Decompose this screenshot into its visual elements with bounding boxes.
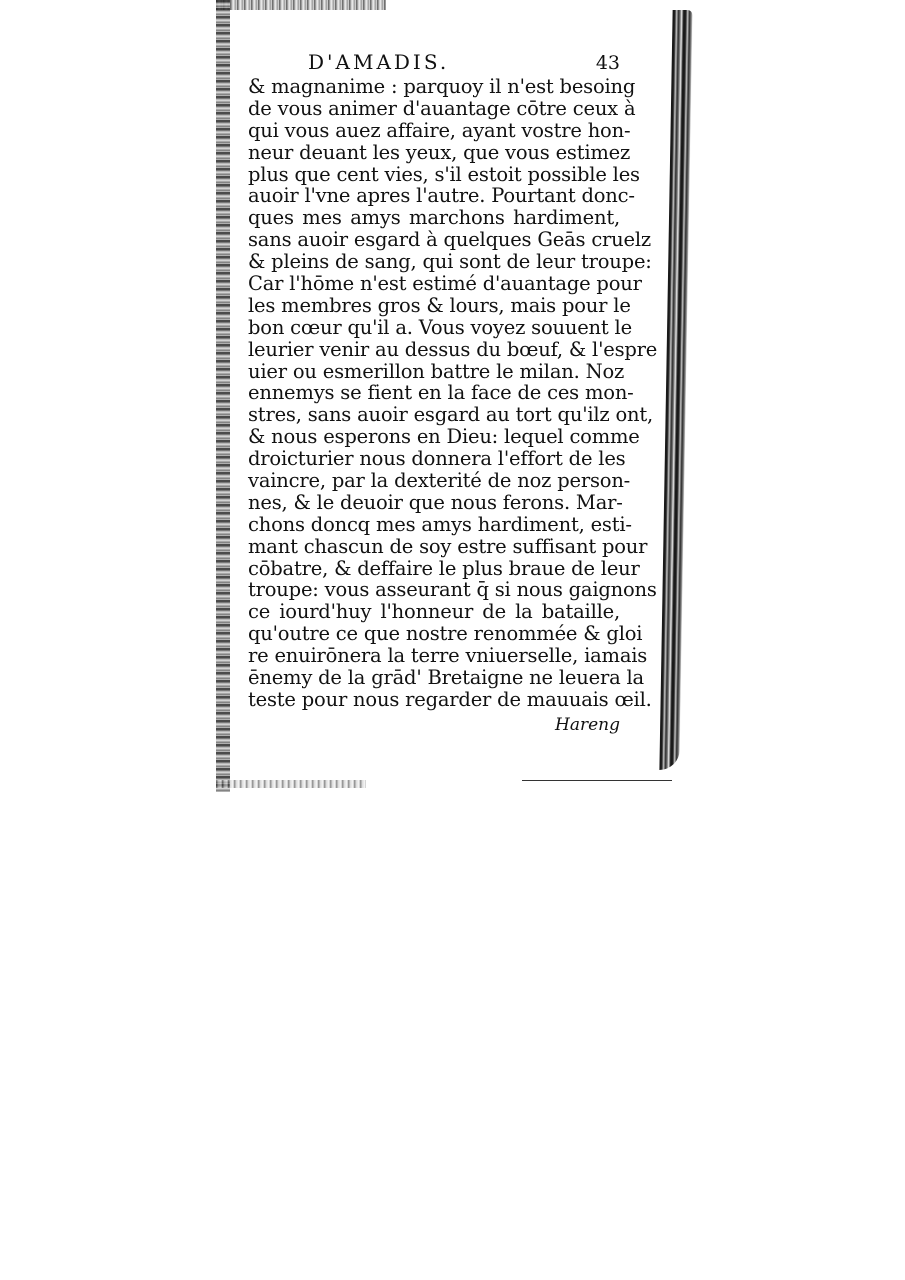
- text-line: qu'outre ce que nostre renommée & gloi: [248, 622, 643, 646]
- text-line: les membres gros & lours, mais pour le: [248, 293, 631, 317]
- text-line: vaincre, par la dexterité de noz person-: [248, 469, 631, 493]
- text-line: plus que cent vies, s'il estoit possible les: [248, 162, 640, 186]
- text-line: de vous animer d'auantage cōtre ceux à: [248, 96, 636, 120]
- page-bottom-rule: [522, 780, 672, 781]
- text-line: ques mes amys marchons hardiment,: [248, 206, 620, 230]
- text-line: & nous esperons en Dieu: lequel comme: [248, 425, 640, 449]
- text-line: cōbatre, & deffaire le plus braue de leur: [248, 556, 640, 580]
- text-line: ēnemy de la grād' Bretaigne ne leuera la: [248, 666, 644, 690]
- text-line: stres, sans auoir esgard au tort qu'ilz ont,: [248, 403, 654, 427]
- text-line: & magnanime : parquoy il n'est besoing: [248, 75, 636, 98]
- scanned-page: [216, 0, 688, 792]
- text-line: bon cœur qu'il a. Vous voyez souuent le: [248, 315, 632, 339]
- text-line: sans auoir esgard à quelques Geās cruelz: [248, 228, 651, 252]
- text-line: teste pour nous regarder de mauuais œil.: [248, 687, 652, 711]
- text-block: [248, 46, 658, 735]
- text-line: neur deuant les yeux, que vous estimez: [248, 140, 631, 164]
- text-line: ce iourd'huy l'honneur de la bataille,: [248, 600, 620, 624]
- text-line: auoir l'vne apres l'autre. Pourtant donc-: [248, 184, 635, 208]
- text-line: ennemys se fient en la face de ces mon-: [248, 381, 634, 405]
- text-line: qui vous auez affaire, ayant vostre hon-: [248, 118, 631, 142]
- page-edge-bottom: [216, 780, 366, 788]
- text-line: droicturier nous donnera l'effort de les: [248, 447, 626, 471]
- page-edge-right: [659, 10, 692, 770]
- text-line: re enuirōnera la terre vniuerselle, iamais: [248, 644, 648, 668]
- catchword: Hareng: [555, 714, 620, 735]
- text-line: nes, & le deuoir que nous ferons. Mar-: [248, 490, 623, 514]
- running-head: D'AMADIS.: [308, 50, 450, 74]
- text-line: mant chascun de soy estre suffisant pour: [248, 534, 648, 558]
- page-edge-top: [216, 0, 386, 10]
- text-line: leurier venir au dessus du bœuf, & l'espre: [248, 337, 658, 361]
- page-edge-left: [216, 0, 230, 792]
- text-line: chons doncq mes amys hardiment, esti-: [248, 512, 632, 536]
- text-line: uier ou esmerillon battre le milan. Noz: [248, 359, 625, 383]
- page-number: 43: [595, 52, 620, 74]
- page-header: [248, 46, 620, 76]
- text-line: Car l'hōme n'est estimé d'auantage pour: [248, 272, 642, 296]
- text-line: & pleins de sang, qui sont de leur troupe:: [248, 250, 652, 274]
- text-line: troupe: vous asseurant q̄ si nous gaignons: [248, 578, 657, 602]
